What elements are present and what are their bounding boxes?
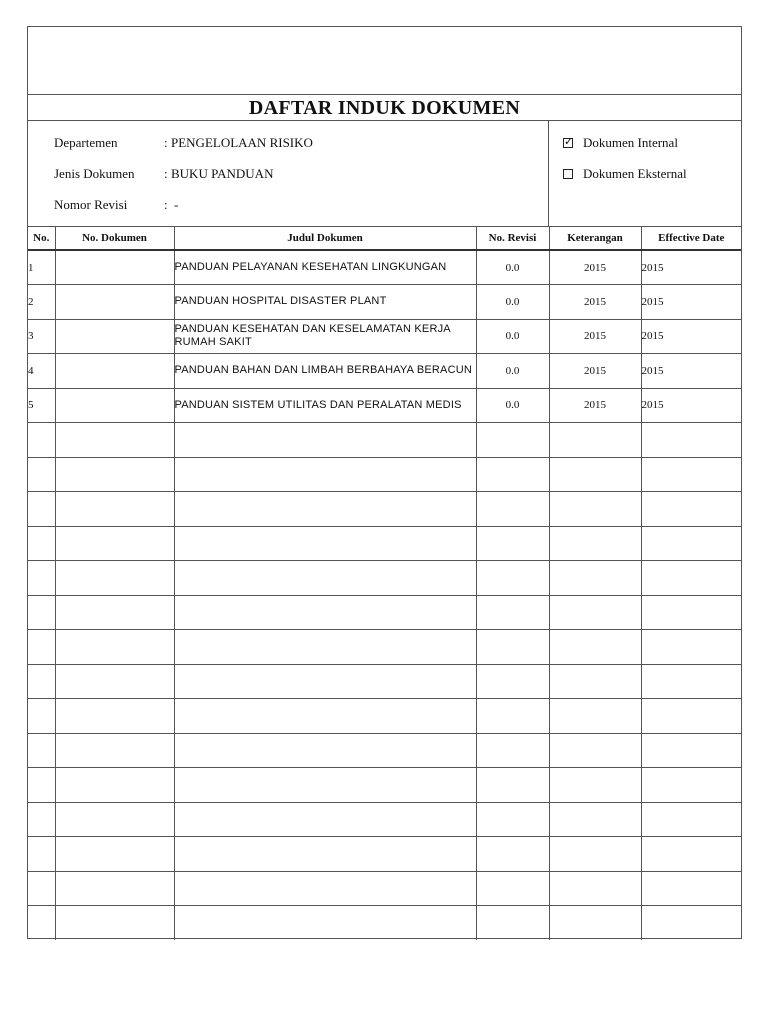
table-row [28, 595, 741, 630]
cell-effective-date [641, 802, 741, 837]
cell-no-revisi [476, 630, 549, 665]
departemen-separator: : [164, 135, 168, 150]
cell-no-dokumen [55, 354, 174, 389]
cell-no-revisi [476, 906, 549, 941]
cell-judul-dokumen: PANDUAN PELAYANAN KESEHATAN LINGKUNGAN [174, 250, 476, 285]
column-header-judul-dokumen: Judul Dokumen [174, 227, 476, 250]
checkbox-checked-icon[interactable] [563, 135, 574, 148]
cell-no [28, 802, 55, 837]
cell-judul-dokumen [174, 699, 476, 734]
document-info-section [28, 121, 741, 227]
cell-effective-date [641, 871, 741, 906]
cell-no-dokumen [55, 319, 174, 354]
table-row [28, 388, 741, 423]
cell-no-dokumen [55, 492, 174, 527]
option-dokumen-eksternal[interactable] [563, 166, 687, 182]
cell-no-revisi [476, 768, 549, 803]
cell-effective-date [641, 492, 741, 527]
cell-effective-date [641, 526, 741, 561]
table-row [28, 423, 741, 458]
document-table [28, 227, 741, 940]
table-header-row [28, 227, 741, 250]
cell-keterangan [549, 664, 641, 699]
column-header-keterangan: Keterangan [549, 227, 641, 250]
cell-effective-date [641, 664, 741, 699]
cell-keterangan [549, 906, 641, 941]
table-row [28, 526, 741, 561]
cell-no-dokumen [55, 733, 174, 768]
nomor-revisi-label: Nomor Revisi [54, 197, 128, 212]
info-divider [548, 121, 549, 226]
departemen-value: PENGELOLAAN RISIKO [171, 135, 313, 150]
table-row [28, 802, 741, 837]
cell-no-revisi [476, 492, 549, 527]
cell-effective-date [641, 837, 741, 872]
cell-keterangan [549, 837, 641, 872]
cell-no [28, 492, 55, 527]
cell-judul-dokumen: PANDUAN BAHAN DAN LIMBAH BERBAHAYA BERACUN [174, 354, 476, 389]
cell-no-revisi [476, 526, 549, 561]
cell-no-revisi: 0.0 [476, 319, 549, 354]
column-header-no: No. [28, 227, 55, 250]
cell-judul-dokumen [174, 595, 476, 630]
document-sheet [27, 26, 742, 939]
option-label: Dokumen Eksternal [583, 166, 687, 181]
cell-no-revisi [476, 423, 549, 458]
cell-keterangan [549, 630, 641, 665]
cell-effective-date [641, 423, 741, 458]
cell-no-revisi [476, 699, 549, 734]
table-row [28, 457, 741, 492]
cell-no-dokumen [55, 664, 174, 699]
cell-no-dokumen [55, 285, 174, 320]
cell-keterangan: 2015 [549, 285, 641, 320]
cell-no-dokumen [55, 526, 174, 561]
cell-no: 4 [28, 354, 55, 389]
cell-judul-dokumen [174, 561, 476, 596]
cell-effective-date [641, 733, 741, 768]
cell-no-dokumen [55, 802, 174, 837]
table-row [28, 906, 741, 941]
cell-no-dokumen [55, 768, 174, 803]
cell-judul-dokumen [174, 802, 476, 837]
cell-keterangan [549, 492, 641, 527]
cell-effective-date [641, 906, 741, 941]
cell-no: 3 [28, 319, 55, 354]
table-row [28, 733, 741, 768]
option-label: Dokumen Internal [583, 135, 678, 150]
cell-no [28, 595, 55, 630]
cell-no [28, 837, 55, 872]
cell-no-revisi [476, 561, 549, 596]
column-header-effective-date: Effective Date [641, 227, 741, 250]
cell-judul-dokumen: PANDUAN SISTEM UTILITAS DAN PERALATAN MEDIS [174, 388, 476, 423]
table-row [28, 561, 741, 596]
cell-no-revisi [476, 802, 549, 837]
table-row [28, 837, 741, 872]
page-title: DAFTAR INDUK DOKUMEN [28, 95, 741, 121]
cell-keterangan [549, 526, 641, 561]
cell-judul-dokumen [174, 768, 476, 803]
cell-no-revisi [476, 595, 549, 630]
cell-no-dokumen [55, 388, 174, 423]
cell-effective-date [641, 561, 741, 596]
cell-no-dokumen [55, 630, 174, 665]
column-header-no-dokumen: No. Dokumen [55, 227, 174, 250]
table-row [28, 319, 741, 354]
cell-no-revisi: 0.0 [476, 250, 549, 285]
header-blank-area [28, 27, 741, 95]
cell-keterangan: 2015 [549, 319, 641, 354]
cell-no-revisi [476, 837, 549, 872]
table-row [28, 492, 741, 527]
cell-no [28, 871, 55, 906]
cell-no-revisi [476, 871, 549, 906]
cell-judul-dokumen [174, 733, 476, 768]
cell-keterangan [549, 595, 641, 630]
table-row [28, 285, 741, 320]
checkbox-unchecked-icon[interactable] [563, 169, 573, 179]
cell-no-dokumen [55, 250, 174, 285]
cell-keterangan: 2015 [549, 388, 641, 423]
cell-no [28, 561, 55, 596]
cell-effective-date [641, 595, 741, 630]
cell-no: 2 [28, 285, 55, 320]
cell-no-revisi [476, 457, 549, 492]
cell-judul-dokumen [174, 526, 476, 561]
cell-no-revisi: 0.0 [476, 388, 549, 423]
cell-judul-dokumen: PANDUAN HOSPITAL DISASTER PLANT [174, 285, 476, 320]
cell-judul-dokumen [174, 630, 476, 665]
cell-judul-dokumen [174, 664, 476, 699]
departemen-label: Departemen [54, 135, 118, 150]
cell-no-dokumen [55, 906, 174, 941]
cell-judul-dokumen [174, 492, 476, 527]
cell-effective-date: 2015 [641, 285, 741, 320]
cell-effective-date: 2015 [641, 250, 741, 285]
cell-no [28, 526, 55, 561]
cell-effective-date [641, 768, 741, 803]
cell-keterangan [549, 699, 641, 734]
cell-keterangan [549, 561, 641, 596]
cell-keterangan [549, 871, 641, 906]
cell-no [28, 906, 55, 941]
nomor-revisi-separator: : [164, 197, 168, 212]
cell-keterangan [549, 768, 641, 803]
cell-no-revisi [476, 664, 549, 699]
cell-effective-date: 2015 [641, 319, 741, 354]
cell-no [28, 664, 55, 699]
cell-no [28, 423, 55, 458]
cell-judul-dokumen [174, 871, 476, 906]
check-mark-icon: ✓ [564, 135, 574, 148]
cell-judul-dokumen: PANDUAN KESEHATAN DAN KESELAMATAN KERJA RUMAH SAKIT [174, 319, 476, 354]
cell-keterangan [549, 802, 641, 837]
table-row [28, 354, 741, 389]
jenis-dokumen-label: Jenis Dokumen [54, 166, 135, 181]
cell-no-dokumen [55, 457, 174, 492]
table-row [28, 768, 741, 803]
cell-effective-date [641, 699, 741, 734]
table-row [28, 699, 741, 734]
cell-no-revisi [476, 733, 549, 768]
cell-no-revisi: 0.0 [476, 354, 549, 389]
table-row [28, 250, 741, 285]
cell-no-dokumen [55, 595, 174, 630]
table-row [28, 630, 741, 665]
cell-no [28, 630, 55, 665]
cell-judul-dokumen [174, 837, 476, 872]
cell-keterangan: 2015 [549, 250, 641, 285]
jenis-dokumen-separator: : [164, 166, 168, 181]
cell-keterangan: 2015 [549, 354, 641, 389]
table-row [28, 871, 741, 906]
cell-no-dokumen [55, 871, 174, 906]
cell-no-dokumen [55, 837, 174, 872]
nomor-revisi-value: - [174, 197, 179, 212]
option-dokumen-internal[interactable] [563, 135, 678, 151]
cell-keterangan [549, 733, 641, 768]
cell-no [28, 733, 55, 768]
cell-no: 1 [28, 250, 55, 285]
cell-effective-date [641, 630, 741, 665]
cell-no [28, 699, 55, 734]
cell-keterangan [549, 457, 641, 492]
cell-judul-dokumen [174, 457, 476, 492]
jenis-dokumen-value: BUKU PANDUAN [171, 166, 274, 181]
cell-effective-date [641, 457, 741, 492]
cell-no-dokumen [55, 423, 174, 458]
cell-effective-date: 2015 [641, 354, 741, 389]
cell-no [28, 457, 55, 492]
cell-keterangan [549, 423, 641, 458]
cell-no [28, 768, 55, 803]
cell-judul-dokumen [174, 423, 476, 458]
cell-no-dokumen [55, 699, 174, 734]
table-row [28, 664, 741, 699]
cell-effective-date: 2015 [641, 388, 741, 423]
cell-no-revisi: 0.0 [476, 285, 549, 320]
cell-judul-dokumen [174, 906, 476, 941]
cell-no-dokumen [55, 561, 174, 596]
column-header-no-revisi: No. Revisi [476, 227, 549, 250]
cell-no: 5 [28, 388, 55, 423]
